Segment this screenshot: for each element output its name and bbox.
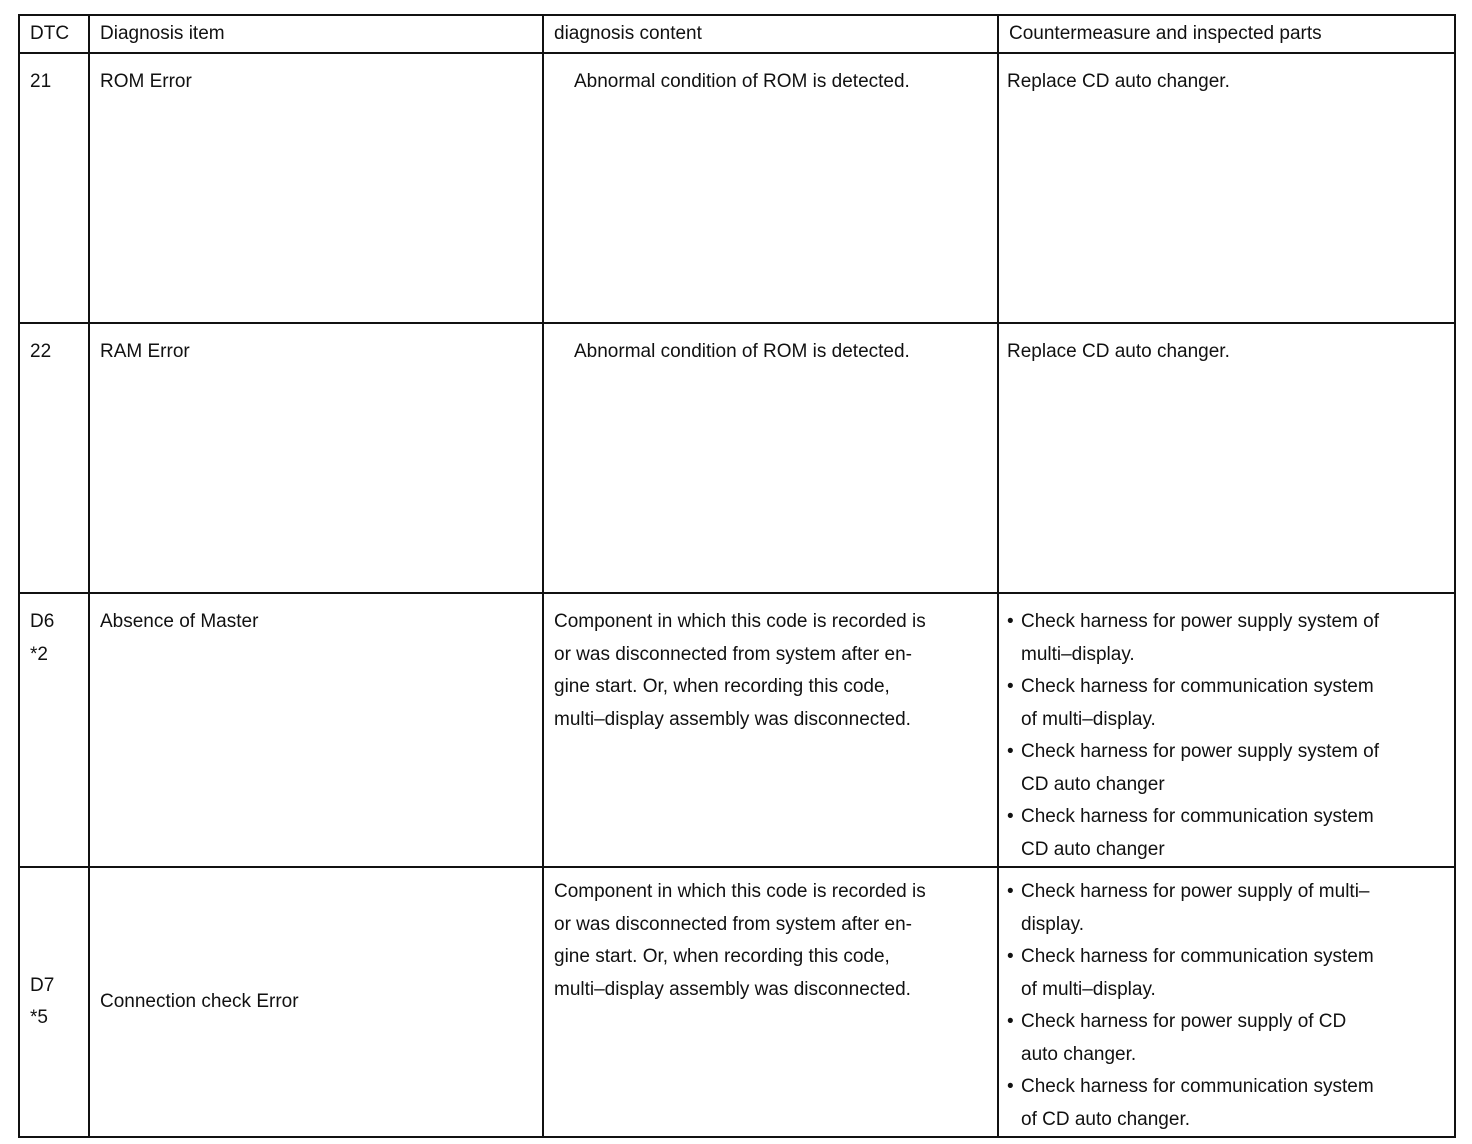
dtc-code <box>19 593 89 867</box>
header-diagnosis-item: Diagnosis item <box>89 15 543 53</box>
bullet-item <box>1007 671 1448 736</box>
bullet-line: • Check harness for communication system <box>1021 806 1374 827</box>
bullet-line: of multi–display. <box>1021 708 1156 730</box>
diagnosis-item: Absence of Master <box>89 593 543 867</box>
dtc-code <box>19 867 89 1137</box>
content-line: or was disconnected from system after en- <box>554 913 912 935</box>
dtc-code-line: D6 <box>30 611 55 632</box>
diagnosis-item: RAM Error <box>89 323 543 593</box>
header-diagnosis-content: diagnosis content <box>543 15 998 53</box>
bullet-line: of multi–display. <box>1021 978 1156 1000</box>
countermeasure <box>998 323 1455 593</box>
bullet-item <box>1007 736 1448 801</box>
dtc-code-note: *2 <box>30 643 48 665</box>
bullet-item <box>1007 801 1448 866</box>
dtc-table <box>18 14 1456 1138</box>
diagnosis-content <box>543 323 998 593</box>
content-line: Abnormal condition of ROM is detected. <box>574 341 910 362</box>
diagnosis-item: ROM Error <box>89 53 543 323</box>
bullet-item <box>1007 606 1448 671</box>
dtc-code-note: *5 <box>30 1007 48 1028</box>
table-row <box>19 53 1455 323</box>
measure-line: Replace CD auto changer. <box>1007 71 1230 92</box>
diagnosis-content <box>543 867 998 1137</box>
bullet-line: • Check harness for communication system <box>1021 946 1374 967</box>
bullet-line: CD auto changer <box>1021 838 1165 860</box>
bullet-line: • Check harness for power supply system of <box>1021 741 1379 762</box>
bullet-line: • Check harness for power supply of multi– <box>1021 881 1370 902</box>
dtc-code <box>19 53 89 323</box>
content-line: Component in which this code is recorded is <box>554 611 926 632</box>
header-row <box>19 15 1455 53</box>
dtc-code-line: 22 <box>30 341 52 362</box>
bullet-line: • Check harness for communication system <box>1021 1076 1374 1097</box>
content-line: Abnormal condition of ROM is detected. <box>574 71 910 92</box>
diagnosis-item: Connection check Error <box>89 867 543 1137</box>
table-row <box>19 593 1455 867</box>
table-row <box>19 323 1455 593</box>
measure-line: Replace CD auto changer. <box>1007 341 1230 362</box>
bullet-line: display. <box>1021 913 1085 935</box>
content-line: multi–display assembly was disconnected. <box>554 978 911 1000</box>
bullet-line: • Check harness for communication system <box>1021 676 1374 697</box>
bullet-line: • Check harness for power supply of CD <box>1021 1011 1347 1032</box>
countermeasure <box>998 53 1455 323</box>
content-line: gine start. Or, when recording this code, <box>554 676 890 697</box>
content-line: Component in which this code is recorded is <box>554 881 926 902</box>
countermeasure <box>998 593 1455 867</box>
content-line: gine start. Or, when recording this code, <box>554 946 890 967</box>
content-line: multi–display assembly was disconnected. <box>554 708 911 730</box>
countermeasure <box>998 867 1455 1137</box>
dtc-code-line: 21 <box>30 71 52 92</box>
header-dtc: DTC <box>19 15 89 53</box>
bullet-item <box>1007 1071 1448 1136</box>
bullet-line: of CD auto changer. <box>1021 1108 1190 1130</box>
diagnosis-content <box>543 593 998 867</box>
bullet-item <box>1007 876 1448 941</box>
table-row <box>19 867 1455 1137</box>
bullet-line: multi–display. <box>1021 643 1135 665</box>
content-line: or was disconnected from system after en- <box>554 643 912 665</box>
dtc-code <box>19 323 89 593</box>
header-countermeasure: Countermeasure and inspected parts <box>998 15 1455 53</box>
bullet-line: CD auto changer <box>1021 773 1165 795</box>
bullet-line: auto changer. <box>1021 1043 1137 1065</box>
bullet-item <box>1007 1006 1448 1071</box>
diagnosis-content <box>543 53 998 323</box>
dtc-code-line: D7 <box>30 974 55 996</box>
bullet-line: • Check harness for power supply system of <box>1021 611 1379 632</box>
bullet-item <box>1007 941 1448 1006</box>
